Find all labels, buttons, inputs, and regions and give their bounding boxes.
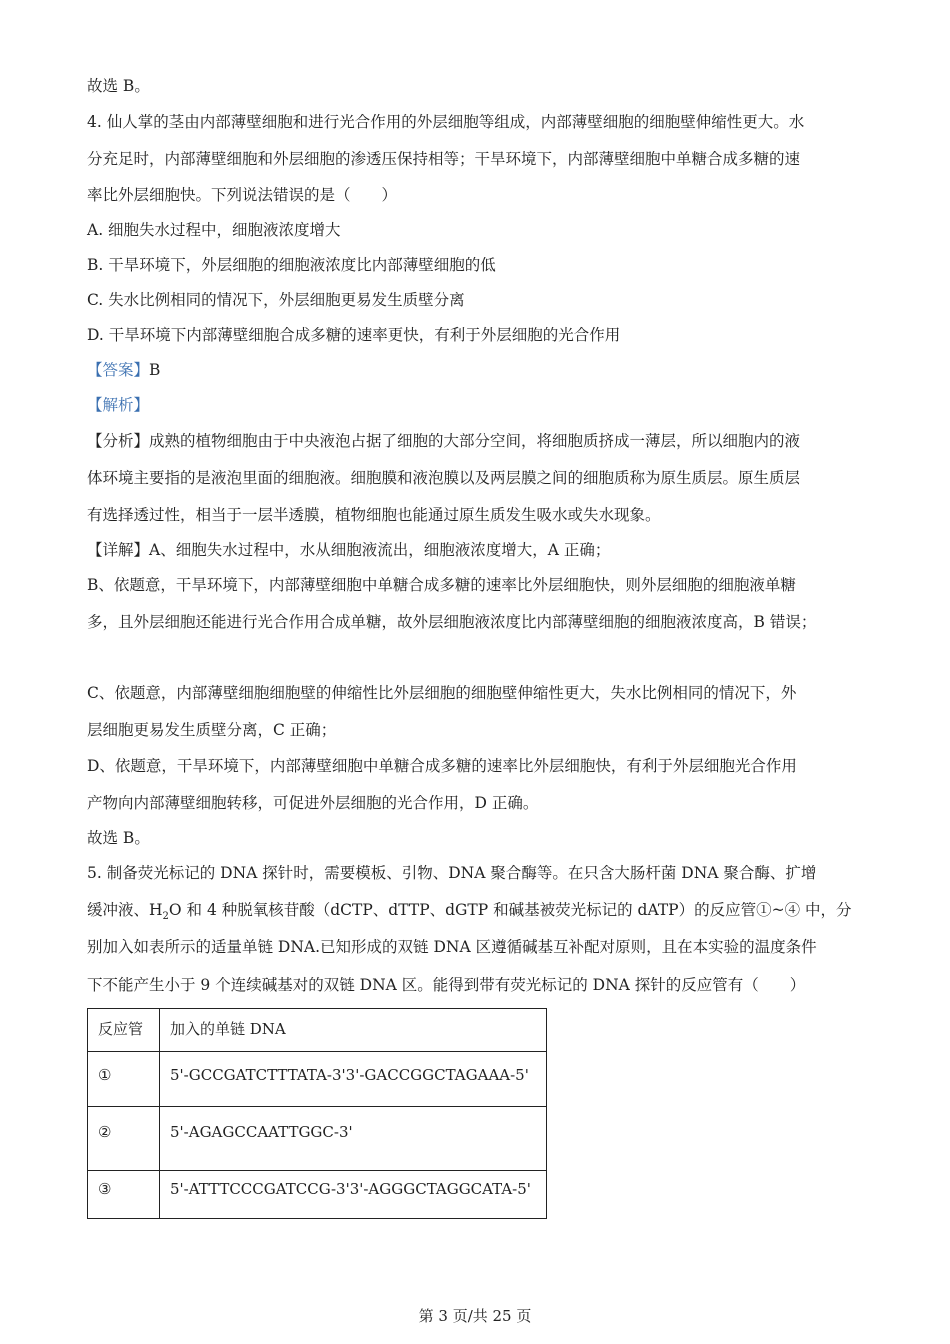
table-header-row bbox=[88, 1009, 547, 1052]
table-row bbox=[88, 1171, 547, 1219]
table-cell: 5'-GCCGATCTTTATA-3'3'-GACCGGCTAGAAA-5' bbox=[160, 1052, 547, 1107]
question-5-text: 别加入如表所示的适量单链 DNA.已知形成的双链 DNA 区遵循碱基互补配对原则，且在本实验的温度条件 bbox=[87, 938, 817, 956]
analysis-text: 【分析】成熟的植物细胞由于中央液泡占据了细胞的大部分空间，将细胞质挤成一薄层，所以细胞内的液 bbox=[87, 432, 801, 450]
detail-text: D、依题意，干旱环境下，内部薄壁细胞中单糖合成多糖的速率比外层细胞快，有利于外层细胞光合作用 bbox=[87, 757, 797, 775]
table-header: 加入的单链 DNA bbox=[160, 1009, 547, 1052]
table-header: 反应管 bbox=[88, 1009, 160, 1052]
answer-value: B bbox=[149, 361, 161, 379]
table-cell: ③ bbox=[88, 1171, 160, 1219]
analysis-tag: 【解析】 bbox=[87, 396, 150, 414]
table-cell: 5'-AGAGCCAATTGGC-3' bbox=[160, 1107, 547, 1171]
question-4-text: 率比外层细胞快。下列说法错误的是（ ） bbox=[87, 186, 398, 204]
option-c: C. 失水比例相同的情况下，外层细胞更易发生质壁分离 bbox=[87, 291, 465, 309]
analysis-text: 有选择透过性，相当于一层半透膜，植物细胞也能通过原生质发生吸水或失水现象。 bbox=[87, 506, 661, 524]
question-5-text: 下不能产生小于 9 个连续碱基对的双链 DNA 区。能得到带有荧光标记的 DNA 探针的反应管有（ ） bbox=[87, 976, 806, 994]
question-5-text: 缓冲液、$H_2O$ 和 4 种脱氧核苷酸（dCTP、dTTP、dGTP 和碱基被荧光标记的 dATP）的反应管①~④ 中，分 bbox=[87, 901, 852, 923]
dna-table bbox=[87, 1008, 547, 1219]
answer-line bbox=[87, 360, 160, 380]
question-4-text: 分充足时，内部薄壁细胞和外层细胞的渗透压保持相等；干旱环境下，内部薄壁细胞中单糖合成多糖的速 bbox=[87, 150, 801, 168]
text-line: 故选 B。 bbox=[87, 77, 150, 95]
detail-text: B、依题意，干旱环境下，内部薄壁细胞中单糖合成多糖的速率比外层细胞快，则外层细胞的细胞液单糖 bbox=[87, 576, 796, 594]
question-4-text: 4. 仙人掌的茎由内部薄壁细胞和进行光合作用的外层细胞等组成，内部薄壁细胞的细胞壁伸缩性更大。水 bbox=[87, 113, 805, 131]
detail-text: C、依题意，内部薄壁细胞细胞壁的伸缩性比外层细胞的细胞壁伸缩性更大，失水比例相同的情况下，外 bbox=[87, 684, 797, 702]
analysis-text: 体环境主要指的是液泡里面的细胞液。细胞膜和液泡膜以及两层膜之间的细胞质称为原生质层。原生质层 bbox=[87, 469, 801, 487]
table-row bbox=[88, 1052, 547, 1107]
detail-text: 多，且外层细胞还能进行光合作用合成单糖，故外层细胞液浓度比内部薄壁细胞的细胞液浓度高，B 错误； bbox=[87, 613, 817, 631]
option-a: A. 细胞失水过程中，细胞液浓度增大 bbox=[87, 221, 341, 239]
table-cell: ① bbox=[88, 1052, 160, 1107]
detail-text: 【详解】A、细胞失水过程中，水从细胞液流出，细胞液浓度增大，A 正确； bbox=[87, 541, 611, 559]
detail-text: 故选 B。 bbox=[87, 829, 150, 847]
table-cell: 5'-ATTTCCCGATCCG-3'3'-AGGGCTAGGCATA-5' bbox=[160, 1171, 547, 1219]
answer-tag: 【答案】 bbox=[87, 361, 150, 379]
table-cell: ② bbox=[88, 1107, 160, 1171]
question-5-text: 5. 制备荧光标记的 DNA 探针时，需要模板、引物、DNA 聚合酶等。在只含大肠杆菌 DNA 聚合酶、扩增 bbox=[87, 864, 817, 882]
page-footer: 第 3 页/共 25 页 bbox=[418, 1307, 532, 1325]
option-b: B. 干旱环境下，外层细胞的细胞液浓度比内部薄壁细胞的低 bbox=[87, 256, 496, 274]
option-d: D. 干旱环境下内部薄壁细胞合成多糖的速率更快，有利于外层细胞的光合作用 bbox=[87, 326, 621, 344]
table-row bbox=[88, 1107, 547, 1171]
detail-text: 产物向内部薄壁细胞转移，可促进外层细胞的光合作用，D 正确。 bbox=[87, 794, 539, 812]
detail-text: 层细胞更易发生质壁分离，C 正确； bbox=[87, 721, 337, 739]
